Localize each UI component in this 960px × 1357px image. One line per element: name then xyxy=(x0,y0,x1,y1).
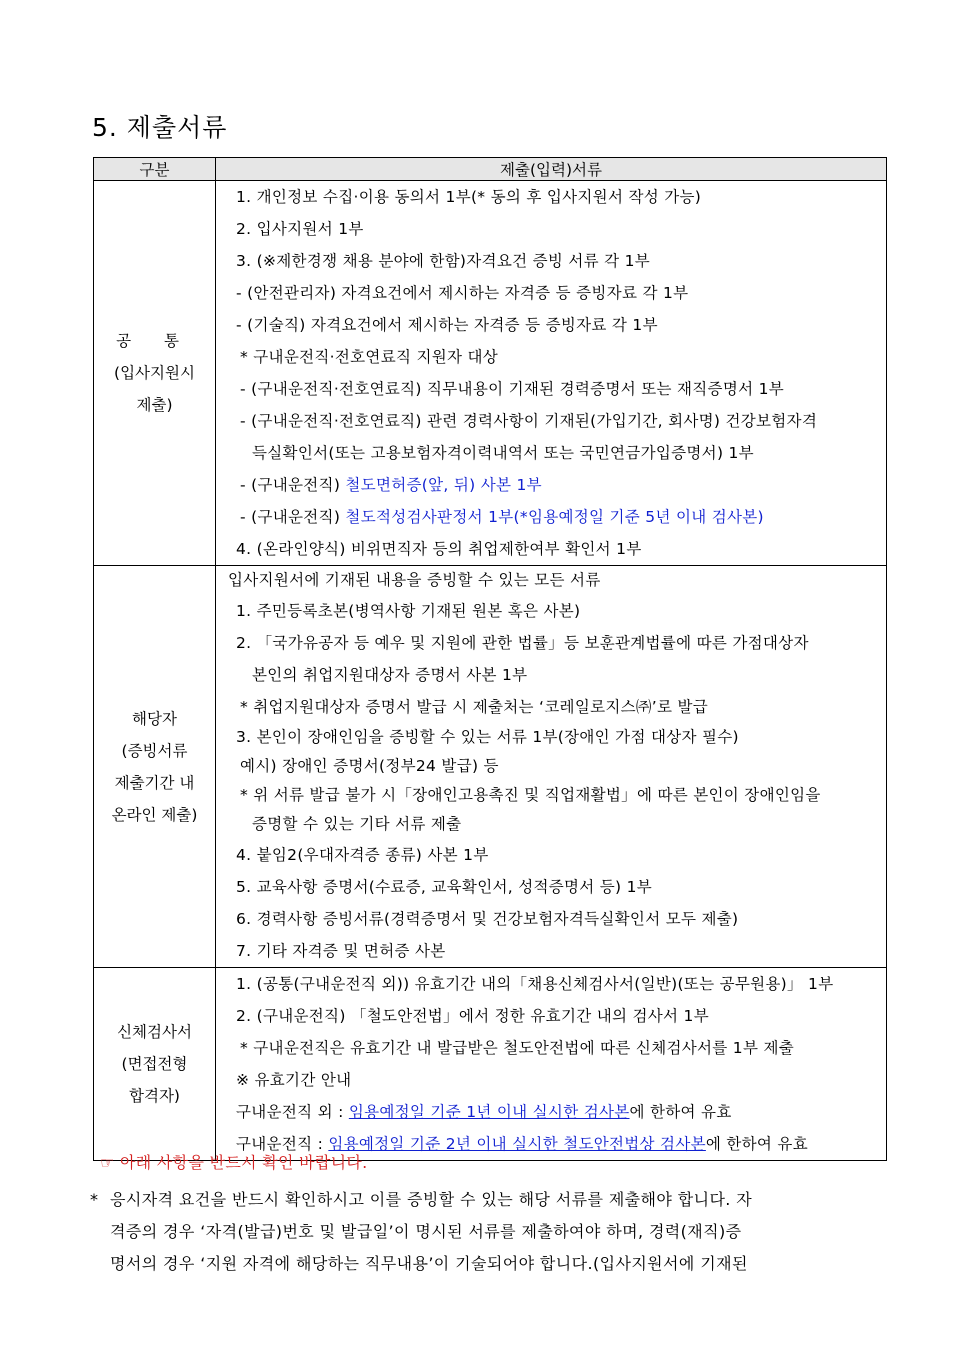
items-cell xyxy=(216,181,887,566)
document-item xyxy=(228,277,886,309)
paragraph-line xyxy=(90,1184,890,1216)
item-text: * 구내운전직은 유효기간 내 발급받은 철도안전법에 따른 신체검사서를 1부 제출 xyxy=(240,1039,794,1057)
document-item xyxy=(228,871,886,903)
item-text: 임용예정일 기준 2년 이내 실시한 철도안전법상 검사본 xyxy=(328,1135,706,1153)
bullet-mark: * xyxy=(90,1190,99,1209)
document-item xyxy=(228,1064,886,1096)
category-label: 온라인 제출) xyxy=(111,805,198,824)
item-text: * 취업지원대상자 증명서 발급 시 제출처는 ‘코레일로지스㈜’로 발급 xyxy=(240,698,708,716)
category-cell xyxy=(94,566,216,968)
document-item xyxy=(228,181,886,213)
paragraph-text: 격증의 경우 ‘자격(발급)번호 및 발급일’이 명시된 서류를 제출하여야 하며, 경력(재직)증 xyxy=(110,1222,742,1241)
category-label: 제출기간 내 xyxy=(114,773,195,792)
category-cell xyxy=(94,181,216,566)
category-label: 공 통 xyxy=(116,332,193,350)
document-item xyxy=(228,437,886,469)
item-text: * 구내운전직·전호연료직 지원자 대상 xyxy=(240,348,499,366)
category-label: (면접전형 xyxy=(121,1055,188,1073)
item-text: 증명할 수 있는 기타 서류 제출 xyxy=(252,815,462,833)
item-text: 임용예정일 기준 1년 이내 실시한 검사본 xyxy=(348,1103,630,1121)
paragraph-text: 명서의 경우 ‘지원 자격에 해당하는 직무내용’이 기술되어야 합니다.(입사지원서에 기재된 xyxy=(110,1254,748,1273)
item-text: 7. 기타 자격증 및 면허증 사본 xyxy=(236,942,446,960)
document-item xyxy=(228,723,886,752)
table-row-medical xyxy=(94,968,887,1161)
item-text: - (구내운전직) xyxy=(240,508,346,526)
item-text: 에 한하여 유효 xyxy=(705,1135,808,1153)
document-item xyxy=(228,659,886,691)
item-text: 2. (구내운전직) 「철도안전법」에서 정한 유효기간 내의 검사서 1부 xyxy=(236,1007,709,1025)
item-text: ※ 유효기간 안내 xyxy=(236,1071,352,1089)
table-header-row xyxy=(94,158,887,181)
item-text: 득실확인서(또는 고용보험자격이력내역서 또는 국민연금가입증명서) 1부 xyxy=(252,444,754,462)
category-label: 제출) xyxy=(136,396,173,414)
document-item xyxy=(228,935,886,967)
item-text: 3. 본인이 장애인임을 증빙할 수 있는 서류 1부(장애인 가점 대상자 필수) xyxy=(236,728,739,746)
document-item xyxy=(228,373,886,405)
item-text: 철도적성검사판정서 1부(*임용예정일 기준 5년 이내 검사본) xyxy=(345,508,764,526)
document-item xyxy=(228,903,886,935)
document-item xyxy=(228,781,886,810)
item-text: 6. 경력사항 증빙서류(경력증명서 및 건강보험자격득실확인서 모두 제출) xyxy=(236,910,739,928)
document-item xyxy=(228,245,886,277)
document-item xyxy=(228,752,886,781)
item-text: - (구내운전직·전호연료직) 관련 경력사항이 기재된(가입기간, 회사명) 건강보험자격 xyxy=(240,412,818,430)
document-item xyxy=(228,341,886,373)
item-text: * 위 서류 발급 불가 시「장애인고용촉진 및 직업재활법」에 따른 본인이 장애인임을 xyxy=(240,786,821,804)
category-label: (증빙서류 xyxy=(121,741,188,760)
category-label: 합격자) xyxy=(129,1087,180,1105)
document-item xyxy=(228,566,886,595)
document-item xyxy=(228,595,886,627)
item-text: 입사지원서에 기재된 내용을 증빙할 수 있는 모든 서류 xyxy=(228,571,601,589)
documents-table xyxy=(93,157,887,1161)
document-item xyxy=(228,213,886,245)
document-item xyxy=(228,1032,886,1064)
document-item xyxy=(228,1000,886,1032)
document-item xyxy=(228,810,886,839)
table-row-applicable xyxy=(94,566,887,968)
section-heading: 5. 제출서류 xyxy=(92,113,228,142)
paragraph-line xyxy=(90,1248,890,1280)
category-label: 신체검사서 xyxy=(117,1023,192,1041)
category-cell xyxy=(94,968,216,1161)
document-item xyxy=(228,839,886,871)
item-text: - (구내운전직) xyxy=(240,476,346,494)
document-item xyxy=(228,501,886,533)
item-text: 구내운전직 : xyxy=(236,1135,329,1153)
item-text: 에 한하여 유효 xyxy=(629,1103,732,1121)
document-item xyxy=(228,627,886,659)
paragraph-line xyxy=(90,1216,890,1248)
table-row-common xyxy=(94,181,887,566)
item-text: 5. 교육사항 증명서(수료증, 교육확인서, 성적증명서 등) 1부 xyxy=(236,878,653,896)
document-item xyxy=(228,691,886,723)
item-text: 2. 입사지원서 1부 xyxy=(236,220,364,238)
item-text: 철도면허증(앞, 뒤) 사본 1부 xyxy=(345,476,542,494)
document-item xyxy=(228,405,886,437)
header-category: 구분 xyxy=(94,158,216,181)
document-item xyxy=(228,533,886,565)
item-text: 예시) 장애인 증명서(정부24 발급) 등 xyxy=(240,757,499,775)
document-item xyxy=(228,469,886,501)
item-text: - (기술직) 자격요건에서 제시하는 자격증 등 증빙자료 각 1부 xyxy=(236,316,658,334)
item-text: - (구내운전직·전호연료직) 직무내용이 기재된 경력증명서 또는 재직증명서 1부 xyxy=(240,380,785,398)
items-cell xyxy=(216,968,887,1161)
document-item xyxy=(228,1096,886,1128)
item-text: 4. (온라인양식) 비위면직자 등의 취업제한여부 확인서 1부 xyxy=(236,540,642,558)
item-text: 1. (공통(구내운전직 외)) 유효기간 내의「채용신체검사서(일반)(또는 공무원용)」 1부 xyxy=(236,975,834,993)
item-text: 본인의 취업지원대상자 증명서 사본 1부 xyxy=(252,666,528,684)
items-cell xyxy=(216,566,887,968)
category-label: 해당자 xyxy=(132,709,177,728)
item-text: 1. 주민등록초본(병역사항 기재된 원본 혹은 사본) xyxy=(236,602,581,620)
paragraph-text: 응시자격 요건을 반드시 확인하시고 이를 증빙할 수 있는 해당 서류를 제출해야 합니다. 자 xyxy=(110,1190,753,1209)
item-text: 3. (※제한경쟁 채용 분야에 한함)자격요건 증빙 서류 각 1부 xyxy=(236,252,651,270)
header-documents: 제출(입력)서류 xyxy=(216,158,887,181)
notice-text: ☞ 아래 사항을 반드시 확인 바랍니다. xyxy=(100,1153,368,1172)
item-text: 2. 「국가유공자 등 예우 및 지원에 관한 법률」등 보훈관계법률에 따른 가점대상자 xyxy=(236,634,809,652)
document-item xyxy=(228,968,886,1000)
requirement-paragraph xyxy=(90,1184,890,1280)
item-text: 1. 개인정보 수집·이용 동의서 1부(* 동의 후 입사지원서 작성 가능) xyxy=(236,188,702,206)
item-text: - (안전관리자) 자격요건에서 제시하는 자격증 등 증빙자료 각 1부 xyxy=(236,284,689,302)
item-text: 4. 붙임2(우대자격증 종류) 사본 1부 xyxy=(236,846,489,864)
item-text: 구내운전직 외 : xyxy=(236,1103,349,1121)
category-label: (입사지원시 xyxy=(114,364,195,382)
document-item xyxy=(228,309,886,341)
